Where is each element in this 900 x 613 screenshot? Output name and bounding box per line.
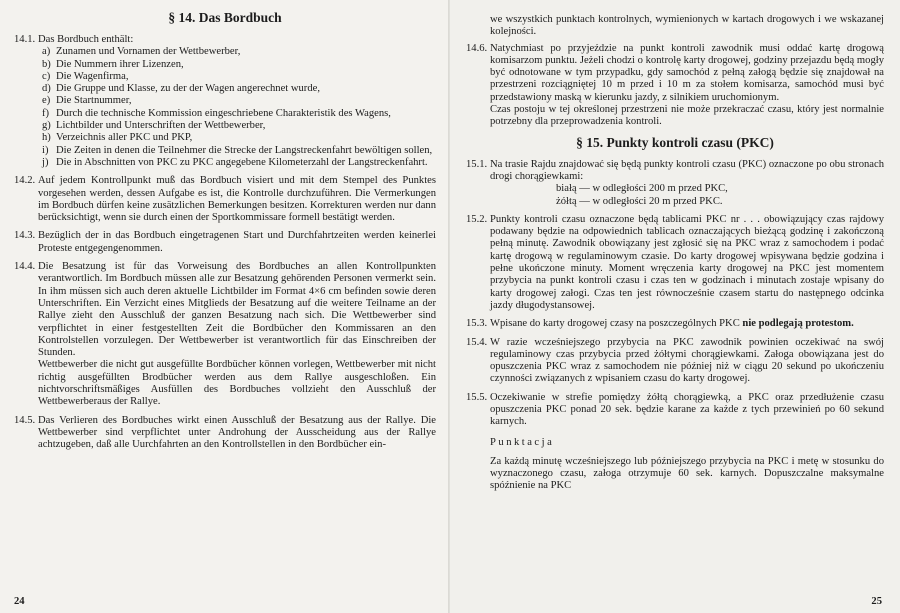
paragraph-text-2: Czas postoju w tej określonej przestrzeni nie może przekraczać czasu, który jest normalnie potrzebny dla przeprowadzenia kontroli.: [490, 104, 884, 128]
list-item-label: i): [42, 144, 49, 156]
list-item: [42, 83, 436, 95]
list-item-label: e): [42, 95, 51, 107]
paragraph-text-2: Wettbewerber die nicht gut ausgefüllte Bordbücher können vorlegen, Wettbewerber mit nicht richtig ausgefüllten Brodbücher werden aus dem Rallye ausgeschloßen. Ein nichtvorschriftsmäßiges Ausfüllen des Bordbuches vollzieht den Ausschluß der Wettbewerberaus der Rallye.: [38, 359, 436, 408]
flag-line-yellow: żółtą — w odległości 20 m przed PKC.: [556, 195, 723, 207]
paragraph-number: 15.1.: [466, 158, 488, 170]
list-item-label: b): [42, 58, 51, 70]
paragraph-number: 14.6.: [466, 42, 488, 54]
list-item: [42, 157, 436, 169]
paragraph-15-2: [466, 214, 884, 312]
list-item-label: c): [42, 70, 51, 82]
list-item: [42, 71, 436, 83]
list-item-label: d): [42, 83, 51, 95]
list-item-text: Die Gruppe und Klasse, zu der der Wagen angerechnet wurde,: [56, 83, 320, 95]
list-item-text: Die Zeiten in denen die Teilnehmer die Strecke der Langstreckenfahrt bewöltigen sollen,: [56, 144, 433, 156]
paragraph-number: 14.1.: [14, 34, 36, 45]
paragraph-text: W razie wcześniejszego przybycia na PKC zawodnik powinien oczekiwać na swój regulaminowy czas przybycia przed żółtymi chorągiewkami. Załoga obowiązana jest do opuszczenia PKC wraz z samochodem nie później niż w ciągu 20 sekund po ukończeniu czynności związanych z wpisaniem czasu do karty drogowej.: [490, 336, 884, 385]
paragraph-text: Wpisane do karty drogowej czasy na poszczególnych PKC: [490, 318, 743, 330]
list-item-text: Die in Abschnitten von PKC zu PKC angegebene Kilometerzahl der Langstreckenfahrt.: [56, 156, 428, 168]
paragraph-number: 14.2.: [14, 175, 36, 187]
paragraph-number: 14.5.: [14, 414, 36, 426]
flag-line-white: białą — w odległości 200 m przed PKC,: [556, 183, 728, 195]
list-item-text: Durch die technische Kommission eingeschriebene Charakteristik des Wagens,: [56, 107, 391, 119]
list-item-label: g): [42, 120, 51, 132]
paragraph-14-6: [466, 43, 884, 129]
page-number: 24: [14, 596, 25, 607]
subheading-punktacja: Punktacja: [490, 436, 555, 448]
paragraph-number: 15.4.: [466, 336, 488, 348]
section-heading-15: § 15. Punkty kontroli czasu (PKC): [576, 134, 774, 150]
list-item: [42, 108, 436, 120]
bold-phrase: nie podlegają protestom.: [742, 318, 854, 330]
page-number: 25: [871, 596, 882, 607]
paragraph-14-3: [14, 230, 436, 255]
paragraph-14-1: [14, 34, 436, 169]
paragraph-14-4: [14, 261, 436, 409]
list-item: [42, 120, 436, 132]
paragraph-text: Die Besatzung ist für das Vorweisung des Bordbuches an allen Kontrollpunkten verantwortlich. Im Bordbuch müssen alle zur Besatzung gehörenden Personen vermerkt sein. In ihm müssen sich auch deren aktuelle Lichtbilder im Format 4×6 cm befinden sowie deren Unterschriften. Ein Verzicht eines Mitglieds der Besatzung auf die weitere Teilname an der Rallye zieht den Ausschluß der ganzen Besatzung nach sich. Die Wettbewerber sind verpflichtet in einer festgestellten Zeit die Bordbücher den Kommissaren an den Kontrolstellen vorzulegen. Der Wettbewerber ist verantwortlich für das Einschreiben der Stunden.: [38, 261, 436, 359]
paragraph-text: Punkty kontroli czasu oznaczone będą tablicami PKC nr . . . obowiązujący czas rajdowy podawany będzie na odpowiednich tablicach oznaczających bieżącą godzinę i zakończoną pełną minutę. Zawodnik obowiązany jest zgłosić się na PKC wraz z samochodem i podać kartę drogową w regulaminowym czasie. Do karty drogowej wpisywana będzie godzina i pełne ukończone minuty. Moment wręczenia karty drogowej na PKC jest momentem przybycia na punkt kontroli czasu i czas ten w godzinach i minutach zostaje wpisany do karty drogowej załogi. Czas ten jest równocześnie czasem startu do następnego odcinka jazdy długodystansowej.: [490, 213, 884, 311]
paragraph-15-3: [466, 318, 884, 330]
list-item: [42, 132, 436, 144]
paragraph-intro: Das Bordbuch enthält:: [38, 34, 134, 45]
right-page: [450, 0, 900, 613]
paragraph-14-2: [14, 175, 436, 224]
paragraph-text: Das Verlieren des Bordbuches wirkt einen Ausschluß der Besatzung aus der Rallye. Die Wettbewerber sind verpflichtet unter Androhung der Ausscheidung aus der Rallye achtzugeben, daß alle Uurchfahrten an den Kontrollstellen in den Bordbücher ein-: [38, 414, 436, 451]
list-item-text: Die Startnummer,: [56, 95, 132, 107]
paragraph-number: 15.2.: [466, 213, 488, 225]
list-item: [42, 46, 436, 58]
paragraph-14-5: [14, 415, 436, 452]
paragraph-number: 14.3.: [14, 230, 36, 242]
list-item-label: f): [42, 107, 50, 119]
paragraph-15-1: [466, 159, 884, 208]
section-heading-14: § 14. Das Bordbuch: [168, 10, 282, 25]
list-item: [42, 95, 436, 107]
paragraph-text: Bezüglich der in das Bordbuch eingetragenen Start und Durchfahrtzeiten werden keinerlei Proteste entgegengenommen.: [38, 230, 436, 254]
paragraph-number: 14.4.: [14, 261, 36, 273]
paragraph-15-4: [466, 337, 884, 386]
paragraph-number: 15.3.: [466, 318, 488, 330]
paragraph-number: 15.5.: [466, 391, 488, 403]
paragraph-text: Auf jedem Kontrollpunkt muß das Bordbuch visiert und mit dem Stempel des Punktes vorgesehen werden, dessen Aufgabe es ist, die Kontrolle durchzuführen. Die Vermerkungen im Bordbuch dürfen keine zusätzlichen Bemerkungen besitzen. Korrekturen werden nur dann berücksichtigt, wenn sie durch einen der Sportkommissare formell bestätigt werden.: [38, 175, 436, 224]
list-item-text: Lichtbilder und Unterschriften der Wettbewerber,: [56, 120, 266, 132]
closing-paragraph: Za każdą minutę wcześniejszego lub późniejszego przybycia na PKC i metę w stosunku do wyznaczonego czasu, załoga otrzymuje 60 sek. karnych. Dopuszczalne maksymalne spóźnienie na PKC: [490, 455, 884, 492]
paragraph-text: Natychmiast po przyjeździe na punkt kontroli zawodnik musi oddać kartę drogową komisarzom punktu. Jeżeli chodzi o kontrolę karty drogowej, godziny przejazdu będą mogły być odnotowane w tym przypadku, gdy samochód z pełną załogą będzie się znajdował na przestrzeni rozciągniętej 10 m przed i 10 m za stołem komisarza, samochód musi być przedstawiony maską w kierunku jazdy, z silnikiem uruchomionym.: [490, 42, 884, 103]
list-item-text: Zunamen und Vornamen der Wettbewerber,: [56, 46, 241, 58]
list-item-label: j): [42, 156, 49, 168]
list-item-text: Verzeichnis aller PKC und PKP,: [56, 132, 193, 144]
paragraph-text: Na trasie Rajdu znajdować się będą punkty kontroli czasu (PKC) oznaczone po obu stronach drogi chorągiewkami:: [490, 158, 884, 182]
list-item: [42, 59, 436, 71]
list-item-text: Die Nummern ihrer Lizenzen,: [56, 58, 184, 70]
list-item: [42, 145, 436, 157]
list-item-label: h): [42, 132, 51, 144]
item-list: [38, 46, 436, 169]
list-item-label: a): [42, 46, 51, 58]
list-item-text: Die Wagenfirma,: [56, 70, 129, 82]
paragraph-text: Oczekiwanie w strefie pomiędzy żółtą chorągiewką, a PKC oraz przedłużenie czasu opuszczenia PKC ponad 20 sek. będzie karane za każde z tych przewinień po 60 sekund karnych.: [490, 391, 884, 428]
paragraph-15-5: [466, 392, 884, 429]
continued-text: we wszystkich punktach kontrolnych, wymienionych w kartach drogowych i we wskazanej kolejności.: [490, 14, 884, 38]
